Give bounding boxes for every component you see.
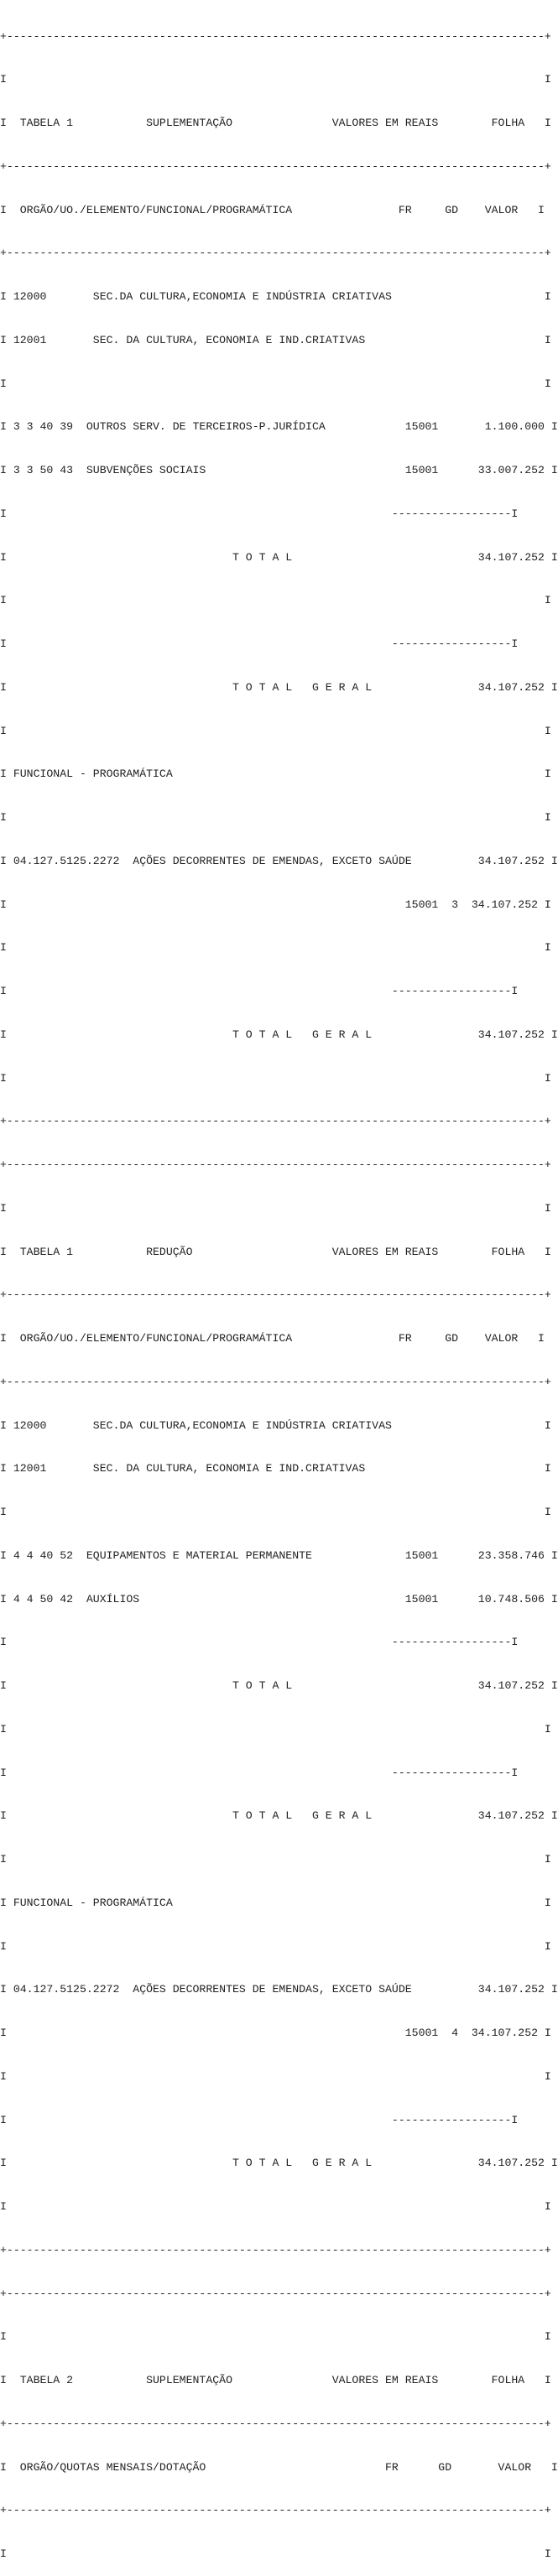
report-line: I I [0,1939,551,1953]
report-line: +---------------------------------------------------------------------------------+ [0,1288,551,1302]
report-line: I I [0,2069,551,2083]
element-line: I 4 4 40 52 EQUIPAMENTOS E MATERIAL PERMANENTE 15001 23.358.746 I [0,1548,558,1562]
functional-heading-line: I FUNCIONAL - PROGRAMÁTICA I [0,1896,551,1909]
functional-detail-line: I 15001 3 34.107.252 I [0,898,551,911]
report-line: I I [0,1071,551,1085]
functional-heading-line: I FUNCIONAL - PROGRAMÁTICA I [0,768,551,781]
report-line: +---------------------------------------------------------------------------------+ [0,2504,551,2517]
report-line: +---------------------------------------------------------------------------------+ [0,2287,551,2300]
report-line: I ------------------I [0,1636,519,1649]
table-header-line: I TABELA 2 SUPLEMENTAÇÃO VALORES EM REAIS FOLHA I [0,2374,551,2386]
report-line: +---------------------------------------------------------------------------------+ [0,1158,551,1171]
grand-total-line: I T O T A L G E R A L 34.107.252 I [0,1028,558,1041]
report-line: I ------------------I [0,985,519,997]
report-line: +---------------------------------------------------------------------------------+ [0,159,551,173]
element-line: I 3 3 50 43 SUBVENÇÕES SOCIAIS 15001 33.007.252 I [0,464,558,476]
functional-line: I 04.127.5125.2272 AÇÕES DECORRENTES DE EMENDAS, EXCETO SAÚDE 34.107.252 I [0,854,558,867]
element-line: I 3 3 40 39 OUTROS SERV. DE TERCEIROS-P.JURÍDICA 15001 1.100.000 I [0,420,558,434]
column-header-line: I ORGÃO/UO./ELEMENTO/FUNCIONAL/PROGRAMÁTICA FR GD VALOR I [0,203,545,216]
report-line: I ------------------I [0,1766,519,1779]
organ-line: I 12000 SEC.DA CULTURA,ECONOMIA E INDÚSTRIA CRIATIVAS I [0,1418,551,1432]
total-line: I T O T A L 34.107.252 I [0,550,558,564]
report-line: I I [0,1201,551,1215]
report-line: I I [0,941,551,955]
report-line: I ------------------I [0,637,519,650]
report-line: I I [0,2547,551,2560]
report-line: +---------------------------------------------------------------------------------+ [0,2417,551,2430]
organ-line: I 12000 SEC.DA CULTURA,ECONOMIA E INDÚSTRIA CRIATIVAS I [0,290,551,303]
report-line: +---------------------------------------------------------------------------------+ [0,1375,551,1388]
uo-line: I 12001 SEC. DA CULTURA, ECONOMIA E IND.CRIATIVAS I [0,333,551,346]
grand-total-line: I T O T A L G E R A L 34.107.252 I [0,680,558,694]
report-line: I ------------------I [0,2113,519,2126]
grand-total-line: I T O T A L G E R A L 34.107.252 I [0,2157,558,2170]
grand-total-line: I T O T A L G E R A L 34.107.252 I [0,1809,558,1823]
report-line: +---------------------------------------------------------------------------------+ [0,247,551,260]
report-line: +---------------------------------------------------------------------------------+ [0,1115,551,1128]
total-line: I T O T A L 34.107.252 I [0,1679,558,1692]
report-line: I I [0,724,551,737]
table-header-line: I TABELA 1 REDUÇÃO VALORES EM REAIS FOLHA I [0,1245,551,1258]
report-line: I I [0,1853,551,1866]
functional-detail-line: I 15001 4 34.107.252 I [0,2027,551,2039]
report-line: I I [0,377,551,390]
report-line: I I [0,594,551,607]
uo-line: I 12001 SEC. DA CULTURA, ECONOMIA E IND.CRIATIVAS I [0,1462,551,1475]
report-line: I I [0,2200,551,2213]
element-line: I 4 4 50 42 AUXÍLIOS 15001 10.748.506 I [0,1592,558,1605]
column-header-line: I ORGÃO/UO./ELEMENTO/FUNCIONAL/PROGRAMÁTICA FR GD VALOR I [0,1332,545,1345]
report-line: I I [0,811,551,824]
functional-line: I 04.127.5125.2272 AÇÕES DECORRENTES DE EMENDAS, EXCETO SAÚDE 34.107.252 I [0,1983,558,1996]
report-line: I I [0,1506,551,1518]
report-line: I I [0,2330,551,2344]
report-line: I ------------------I [0,507,519,520]
report-line: I I [0,1722,551,1736]
table-header-line: I TABELA 1 SUPLEMENTAÇÃO VALORES EM REAIS FOLHA I [0,117,551,129]
report-line: +---------------------------------------------------------------------------------+ [0,2243,551,2256]
report-line: +---------------------------------------------------------------------------------+ [0,29,551,43]
report-line: I I [0,73,551,86]
column-header-line: I ORGÃO/QUOTAS MENSAIS/DOTAÇÃO FR GD VALOR I [0,2460,558,2474]
